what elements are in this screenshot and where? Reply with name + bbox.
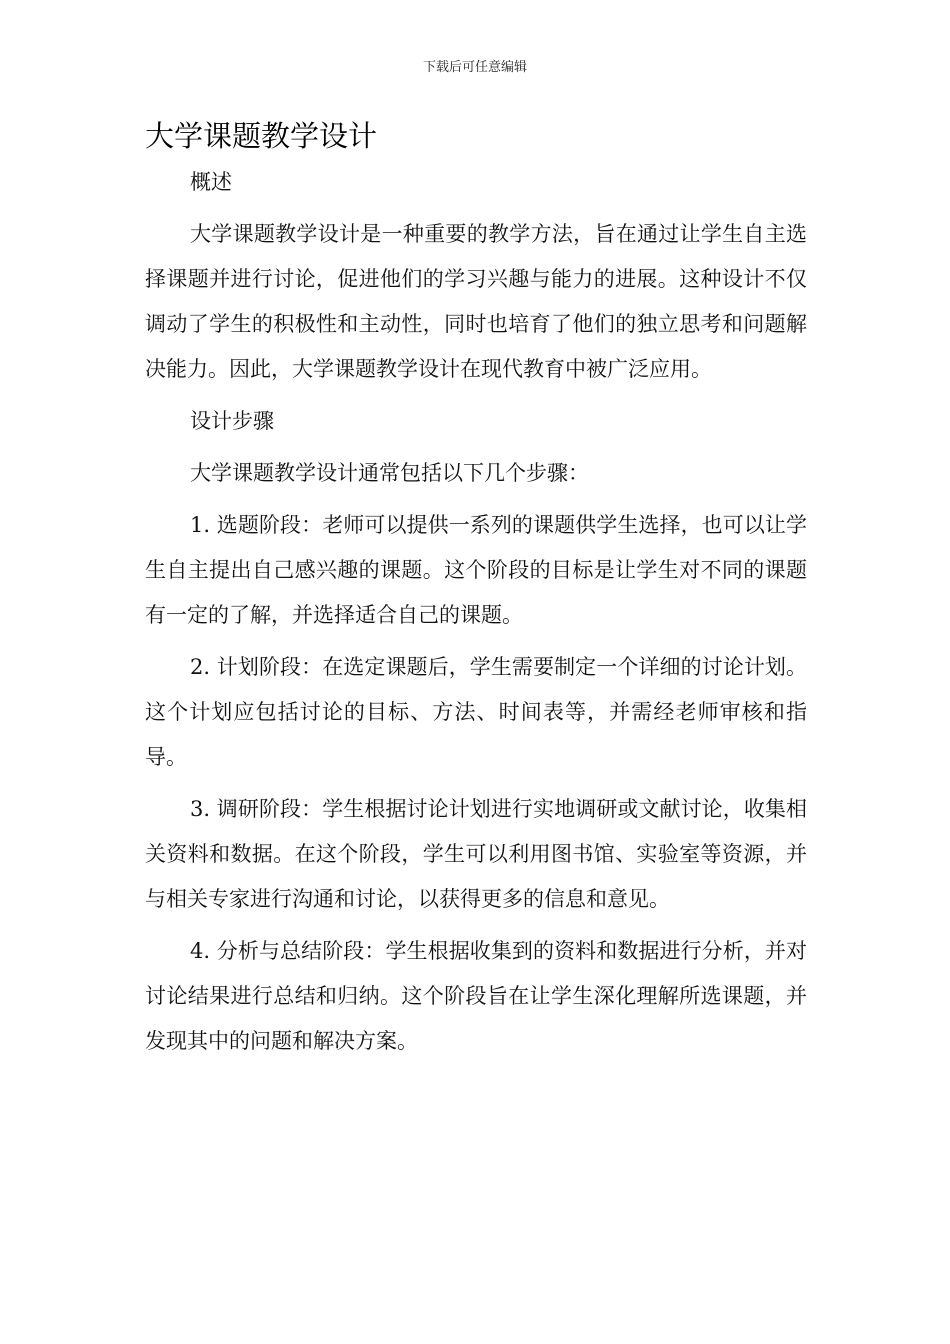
paragraph-step-1: 1. 选题阶段：老师可以提供一系列的课题供学生选择，也可以让学生自主提出自己感兴趣的课题。这个阶段的目标是让学生对不同的课题有一定的了解，并选择适合自己的课题。 <box>145 513 807 627</box>
section-heading-overview: 概述 <box>190 170 232 194</box>
paragraph-overview: 大学课题教学设计是一种重要的教学方法，旨在通过让学生自主选择课题并进行讨论，促进他们的学习兴趣与能力的进展。这种设计不仅调动了学生的积极性和主动性，同时也培育了他们的独立思考和问题解决能力。因此，大学课题教学设计在现代教育中被广泛应用。 <box>145 222 807 381</box>
paragraph-step-3: 3. 调研阶段：学生根据讨论计划进行实地调研或文献讨论，收集相关资料和数据。在这个阶段，学生可以利用图书馆、实验室等资源，并与相关专家进行沟通和讨论，以获得更多的信息和意见。 <box>145 797 807 911</box>
paragraph-step-4: 4. 分析与总结阶段：学生根据收集到的资料和数据进行分析，并对讨论结果进行总结和归纳。这个阶段旨在让学生深化理解所选课题，并发现其中的问题和解决方案。 <box>145 939 807 1053</box>
header-note: 下载后可任意编辑 <box>422 60 527 75</box>
document-body <box>145 160 807 1071</box>
section-heading-steps: 设计步骤 <box>190 409 274 433</box>
paragraph-step-2: 2. 计划阶段：在选定课题后，学生需要制定一个详细的讨论计划。这个计划应包括讨论的目标、方法、时间表等，并需经老师审核和指导。 <box>145 655 807 769</box>
paragraph-steps-intro: 大学课题教学设计通常包括以下几个步骤： <box>190 461 589 485</box>
document-title: 大学课题教学设计 <box>145 119 378 153</box>
